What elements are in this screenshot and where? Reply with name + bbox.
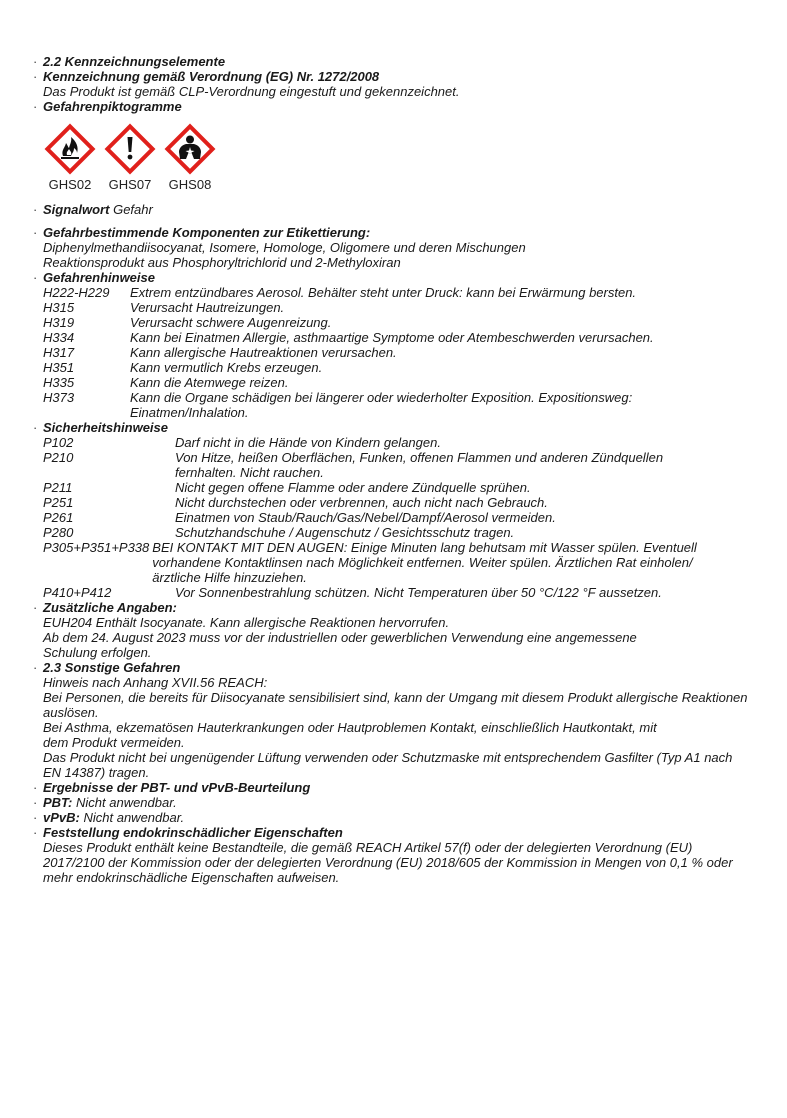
precautionary-statement bbox=[43, 480, 778, 495]
signal-word-label: Signalwort bbox=[43, 202, 110, 217]
hazard-statement bbox=[43, 345, 778, 360]
pbt-heading: · Ergebnisse der PBT- und vPvB-Beurteilung bbox=[33, 780, 778, 795]
precaution-code: P251 bbox=[43, 495, 74, 510]
other-hazards-paragraph: Das Produkt nicht bei ungenügender Lüftung verwenden oder Schutzmaske mit entsprechendem Gasfilter (Typ A1 nach EN 14387) tragen. bbox=[43, 750, 733, 780]
pictogram-ghs08 bbox=[163, 123, 217, 192]
hazard-statement bbox=[43, 315, 778, 330]
precautionary-statement-list bbox=[33, 435, 778, 600]
precautionary-statement bbox=[43, 435, 778, 450]
pictograms-heading: · Gefahrenpiktogramme bbox=[33, 99, 778, 114]
pictogram-ghs02 bbox=[43, 123, 97, 192]
pictogram-code: GHS08 bbox=[168, 177, 212, 192]
pictogram-ghs07 bbox=[103, 123, 157, 192]
additional-line: EUH204 Enthält Isocyanate. Kann allergische Reaktionen hervorrufen. bbox=[43, 615, 450, 630]
hazard-statement bbox=[43, 330, 778, 345]
hazard-code: H315 bbox=[43, 300, 75, 315]
hazard-code: H334 bbox=[43, 330, 75, 345]
hazard-text: Verursacht schwere Augenreizung. bbox=[130, 315, 332, 330]
hazard-text: Kann vermutlich Krebs erzeugen. bbox=[130, 360, 323, 375]
endocrine-text: Dieses Produkt enthält keine Bestandteile, die gemäß REACH Artikel 57(f) oder der delegierten Verordnung (EU) 2017/2100 der Kommission oder der delegierten Verordnung (EU) 2018/605 der Kommission in Mengen von 0,1 % oder mehr endokrinschädliche Eigenschaften aufweisen. bbox=[43, 840, 733, 885]
vpvb-value: Nicht anwendbar. bbox=[83, 810, 185, 825]
precautionary-statement bbox=[43, 540, 778, 585]
additional-line: Ab dem 24. August 2023 muss vor der industriellen oder gewerblichen Verwendung eine angemessene Schulung erfolgen. bbox=[43, 630, 637, 660]
signal-word bbox=[33, 202, 778, 217]
hazard-text: Kann die Organe schädigen bei längerer oder wiederholter Exposition. Expositionsweg: Einatmen/Inhalation. bbox=[130, 390, 633, 420]
endocrine-heading: · Feststellung endokrinschädlicher Eigenschaften bbox=[33, 825, 778, 840]
sds-section-2 bbox=[33, 54, 778, 885]
precaution-code: P210 bbox=[43, 450, 74, 465]
precaution-code: P261 bbox=[43, 510, 74, 525]
precaution-heading: · Sicherheitshinweise bbox=[33, 420, 778, 435]
precaution-text: Darf nicht in die Hände von Kindern gelangen. bbox=[175, 435, 441, 450]
other-hazards-paragraph: Bei Asthma, ekzematösen Hauterkrankungen oder Hautproblemen Kontakt, einschließlich Hautkontakt, mit dem Produkt vermeiden. bbox=[43, 720, 657, 750]
precaution-text: Einatmen von Staub/Rauch/Gas/Nebel/Dampf/Aerosol vermeiden. bbox=[175, 510, 556, 525]
precaution-text: Nicht durchstechen oder verbrennen, auch nicht nach Gebrauch. bbox=[175, 495, 548, 510]
component-item: Diphenylmethandiisocyanat, Isomere, Homologe, Oligomere und deren Mischungen bbox=[43, 240, 526, 255]
pictogram-code: GHS02 bbox=[48, 177, 92, 192]
hazard-heading: · Gefahrenhinweise bbox=[33, 270, 778, 285]
precaution-text: Vor Sonnenbestrahlung schützen. Nicht Temperaturen über 50 °C/122 °F aussetzen. bbox=[175, 585, 662, 600]
hazard-code: H335 bbox=[43, 375, 75, 390]
precaution-code: P305+P351+P338 bbox=[43, 540, 150, 555]
hazard-statement-list bbox=[33, 285, 778, 420]
precaution-code: P102 bbox=[43, 435, 74, 450]
precautionary-statement bbox=[43, 495, 778, 510]
hazard-code: H351 bbox=[43, 360, 75, 375]
vpvb-label: vPvB: bbox=[43, 810, 80, 825]
regulation-text: Das Produkt ist gemäß CLP-Verordnung eingestuft und gekennzeichnet. bbox=[43, 84, 460, 99]
vpvb-result bbox=[33, 810, 778, 825]
pbt-label: PBT: bbox=[43, 795, 73, 810]
hazard-text: Extrem entzündbares Aerosol. Behälter steht unter Druck: kann bei Erwärmung bersten. bbox=[130, 285, 637, 300]
precautionary-statement bbox=[43, 450, 778, 480]
hazard-code: H373 bbox=[43, 390, 75, 405]
hazard-text: Kann allergische Hautreaktionen verursachen. bbox=[130, 345, 397, 360]
other-hazards-paragraph: Bei Personen, die bereits für Diisocyanate sensibilisiert sind, kann der Umgang mit diesem Produkt allergische Reaktionen auslösen. bbox=[43, 690, 748, 720]
hazard-code: H319 bbox=[43, 315, 75, 330]
hazard-text: Kann die Atemwege reizen. bbox=[130, 375, 289, 390]
precaution-code: P280 bbox=[43, 525, 74, 540]
signal-word-value: Gefahr bbox=[113, 202, 153, 217]
precautionary-statement bbox=[43, 510, 778, 525]
section-2-2-title: · 2.2 Kennzeichnungselemente bbox=[33, 54, 778, 69]
precaution-code: P410+P412 bbox=[43, 585, 112, 600]
hazard-statement bbox=[43, 390, 778, 420]
exclamation-mark-icon bbox=[104, 123, 156, 175]
regulation-heading: · Kennzeichnung gemäß Verordnung (EG) Nr. 1272/2008 bbox=[33, 69, 778, 84]
precaution-text: Schutzhandschuhe / Augenschutz / Gesichtsschutz tragen. bbox=[175, 525, 515, 540]
precautionary-statement bbox=[43, 585, 778, 600]
additional-heading: · Zusätzliche Angaben: bbox=[33, 600, 778, 615]
hazard-statement bbox=[43, 360, 778, 375]
precautionary-statement bbox=[43, 525, 778, 540]
pictogram-row bbox=[33, 123, 778, 192]
other-hazards-paragraph: Hinweis nach Anhang XVII.56 REACH: bbox=[43, 675, 268, 690]
precaution-text: Von Hitze, heißen Oberflächen, Funken, offenen Flammen und anderen Zündquellen fernhalten. Nicht rauchen. bbox=[175, 450, 664, 480]
hazard-code: H222-H229 bbox=[43, 285, 110, 300]
section-2-3-title: · 2.3 Sonstige Gefahren bbox=[33, 660, 778, 675]
hazard-text: Verursacht Hautreizungen. bbox=[130, 300, 285, 315]
hazard-code: H317 bbox=[43, 345, 75, 360]
precaution-text: Nicht gegen offene Flamme oder andere Zündquelle sprühen. bbox=[175, 480, 531, 495]
hazard-text: Kann bei Einatmen Allergie, asthmaartige Symptome oder Atembeschwerden verursachen. bbox=[130, 330, 654, 345]
components-heading: · Gefahrbestimmende Komponenten zur Etikettierung: bbox=[33, 225, 778, 240]
hazard-statement bbox=[43, 375, 778, 390]
hazard-statement bbox=[43, 300, 778, 315]
hazard-statement bbox=[43, 285, 778, 300]
pictogram-code: GHS07 bbox=[108, 177, 152, 192]
pbt-value: Nicht anwendbar. bbox=[76, 795, 177, 810]
precaution-text: BEI KONTAKT MIT DEN AUGEN: Einige Minuten lang behutsam mit Wasser spülen. Eventuell vorhandene Kontaktlinsen nach Möglichkeit entfernen. Weiter spülen. Ärztlichen Rat einholen/ärztliche Hilfe hinzuziehen. bbox=[152, 540, 697, 585]
flame-icon bbox=[44, 123, 96, 175]
health-hazard-icon bbox=[164, 123, 216, 175]
pbt-result bbox=[33, 795, 778, 810]
precaution-code: P211 bbox=[43, 480, 73, 495]
component-item: Reaktionsprodukt aus Phosphoryltrichlorid und 2-Methyloxiran bbox=[43, 255, 401, 270]
